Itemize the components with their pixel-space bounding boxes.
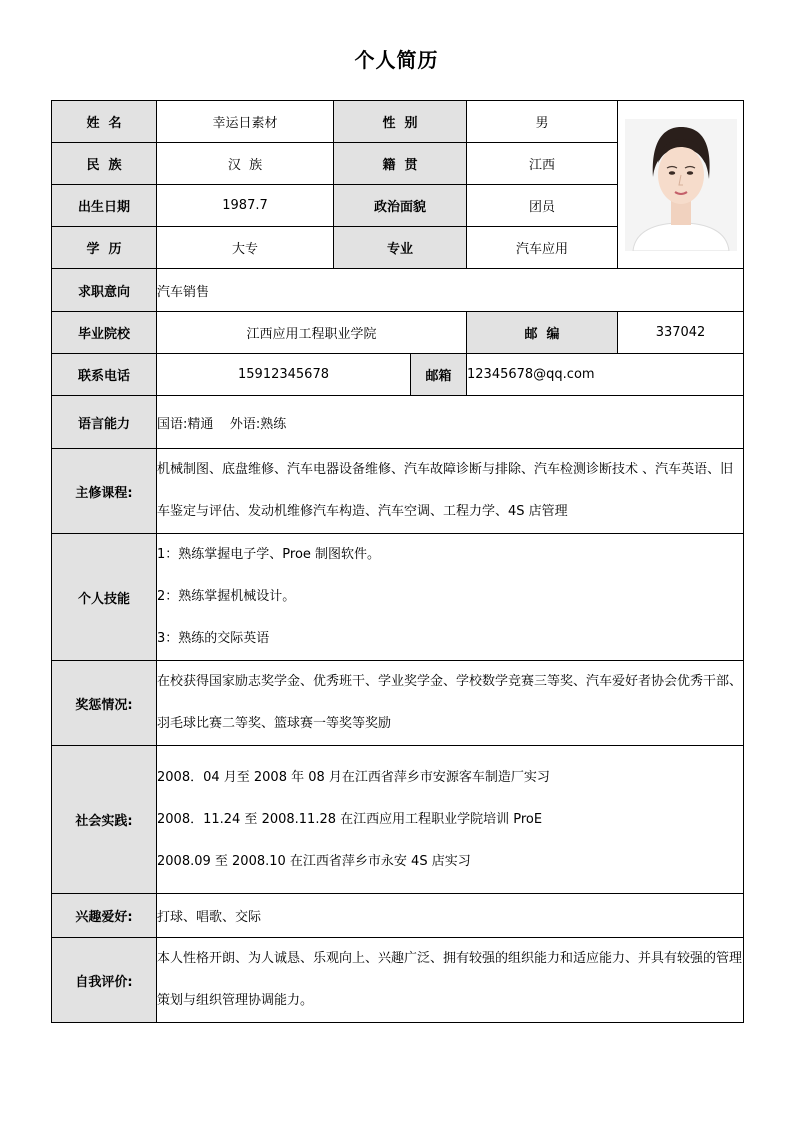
ethnic-label: 民 族: [52, 143, 157, 185]
skills-label: 个人技能: [52, 534, 157, 661]
ethnic-value: 汉 族: [157, 143, 334, 185]
school-label: 毕业院校: [52, 312, 157, 354]
photo-cell: [618, 101, 744, 269]
lang-value: 国语:精通 外语:熟练: [157, 396, 744, 449]
birth-value: 1987.7: [157, 185, 334, 227]
phone-value: 15912345678: [157, 354, 411, 396]
name-label: 姓 名: [52, 101, 157, 143]
practice-item: 2008．11.24 至 2008.11.28 在江西应用工程职业学院培训 ProE: [157, 811, 543, 827]
courses-label: 主修课程:: [52, 449, 157, 534]
practice-item: 2008．04 月至 2008 年 08 月在江西省萍乡市安源客车制造厂实习: [157, 769, 550, 785]
phone-label: 联系电话: [52, 354, 157, 396]
zip-value: 337042: [618, 312, 744, 354]
birth-label: 出生日期: [52, 185, 157, 227]
political-label: 政治面貌: [334, 185, 467, 227]
skill-item: 1：熟练掌握电子学、Proe 制图软件。: [157, 547, 381, 562]
edu-label: 学 历: [52, 227, 157, 269]
self-label: 自我评价:: [52, 938, 157, 1023]
awards-value: 在校获得国家励志奖学金、优秀班干、学业奖学金、学校数学竞赛三等奖、汽车爱好者协会优秀干部、羽毛球比赛二等奖、篮球赛一等奖等奖励: [157, 661, 744, 746]
native-label: 籍 贯: [334, 143, 467, 185]
edu-value: 大专: [157, 227, 334, 269]
hobby-label: 兴趣爱好:: [52, 894, 157, 938]
political-value: 团员: [467, 185, 618, 227]
courses-value: 机械制图、底盘维修、汽车电器设备维修、汽车故障诊断与排除、汽车检测诊断技术 、汽车英语、旧车鉴定与评估、发动机维修汽车构造、汽车空调、工程力学、4S 店管理: [157, 449, 744, 534]
skill-item: 3：熟练的交际英语: [157, 631, 270, 646]
awards-label: 奖惩情况:: [52, 661, 157, 746]
practice-item: 2008.09 至 2008.10 在江西省萍乡市永安 4S 店实习: [157, 853, 471, 869]
major-value: 汽车应用: [467, 227, 618, 269]
intent-label: 求职意向: [52, 269, 157, 312]
skills-list: [157, 534, 744, 661]
self-value: 本人性格开朗、为人诚恳、乐观向上、兴趣广泛、拥有较强的组织能力和适应能力、并具有较强的管理策划与组织管理协调能力。: [157, 938, 744, 1023]
school-value: 江西应用工程职业学院: [157, 312, 467, 354]
name-value: 幸运日素材: [157, 101, 334, 143]
zip-label: 邮 编: [467, 312, 618, 354]
page-title: 个人简历: [354, 48, 439, 72]
practice-label: 社会实践:: [52, 746, 157, 894]
major-label: 专业: [334, 227, 467, 269]
gender-value: 男: [467, 101, 618, 143]
practice-list: [157, 746, 744, 894]
gender-label: 性 别: [334, 101, 467, 143]
hobby-value: 打球、唱歌、交际: [157, 894, 744, 938]
email-value: 12345678@qq.com: [467, 354, 744, 396]
portrait-photo: [625, 119, 737, 251]
native-value: 江西: [467, 143, 618, 185]
resume-table: [51, 100, 744, 1023]
lang-label: 语言能力: [52, 396, 157, 449]
email-label: 邮箱: [411, 354, 467, 396]
intent-value: 汽车销售: [157, 269, 744, 312]
skill-item: 2：熟练掌握机械设计。: [157, 589, 296, 604]
